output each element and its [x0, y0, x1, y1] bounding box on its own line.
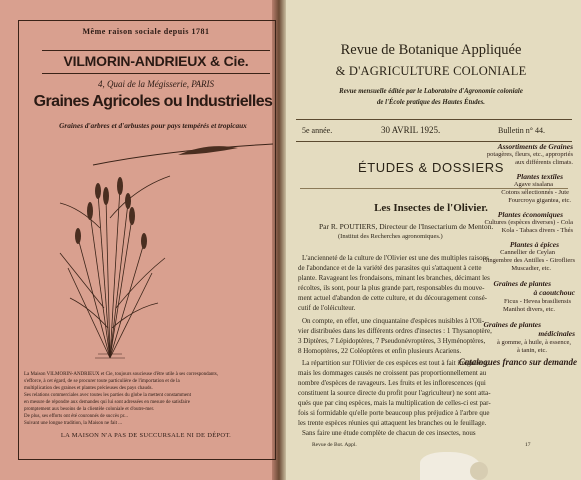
ad-subheadline: Graines d'arbres et d'arbustes pour pays tempérés et tropicaux — [59, 121, 247, 130]
header-rule-bottom — [296, 141, 572, 142]
issue-year: 5e année. — [302, 126, 333, 135]
para1-line1: vier distribuées dans les différents ordres d'insectes : 1 Thysanoptère, — [298, 327, 492, 335]
ad-footer: LA MAISON N'A PAS DE SUCCURSALE NI DE DÉPOT. — [60, 432, 232, 439]
journal-title-line2: & D'AGRICULTURE COLONIALE — [335, 64, 527, 78]
page-footer-number: 17 — [525, 442, 531, 448]
ad-small-print-2: multiplication des graines et plantes précieuses des pays chauds. — [24, 386, 153, 391]
issue-bulletin: Bulletin n° 44. — [498, 126, 545, 135]
para0-line0: L'ancienneté de la culture de l'Olivier est une des multiples raisons — [302, 254, 489, 262]
ad-small-print-7: Suivant une longue tradition, la Maison ne fait ... — [24, 421, 123, 426]
para2-line7: Sans faire une étude complète de chacun de ces insectes, nous — [302, 429, 476, 437]
ad-small-print-6: De plus, ses efforts ont été couronnés de succès pr... — [24, 414, 128, 419]
ad-sec2-line0: Cultures (espèces diverses) - Cola — [484, 219, 573, 226]
ad-sec1-title: Plantes textiles — [516, 172, 563, 181]
ad-sec4-line1: Ficus - Hevea brasiliensis — [504, 298, 571, 305]
para2-line1: mais les dommages causés ne croissent pas proportionnellement au — [298, 369, 487, 377]
ad-sec4-title: Graines de plantes — [493, 279, 551, 288]
article-institute: (Institut des Recherches agronomiques.) — [338, 233, 443, 240]
ad-sec5-line2: à tanin, etc. — [517, 347, 547, 354]
journal-subtitle-line1: Revue mensuelle éditée par le Laboratoire d'Agronomie coloniale — [339, 88, 523, 95]
article-title: Les Insectes de l'Olivier. — [374, 202, 488, 214]
para0-line1: de l'abondance et de la variété des parasites qui s'attaquent à cette — [298, 264, 482, 272]
para2-line6: les trente espèces réunies qui attaquent les branches ou le feuillage. — [298, 419, 487, 427]
para2-line3: constituent la source directe du profit pour l'agriculteur) ne sont atta- — [298, 389, 491, 397]
wheat-ear-drawing — [88, 140, 278, 170]
issue-date: 30 AVRIL 1925. — [381, 125, 441, 135]
ad-headline: Graines Agricoles ou Industrielles — [33, 93, 273, 110]
ad-catalogue-line: Catalogues franco sur demande — [458, 357, 577, 367]
ad-sec5-line1: à gomme, à huile, à essence, — [497, 339, 571, 346]
para0-line4: ment actuel d'abandon de cette culture, et du découragement consé- — [298, 294, 488, 302]
ad-sec0-line0: potagères, fleurs, etc., appropriés — [486, 151, 573, 158]
para1-line0: On compte, en effet, une cinquantaine d'espèces nuisibles à l'Oli- — [302, 317, 485, 325]
ad-sec2-title: Plantes économiques — [497, 210, 563, 219]
ad-sec1-line2: Fourcroya gigantea, etc. — [508, 197, 571, 204]
journal-title-line1: Revue de Botanique Appliquée — [340, 42, 522, 58]
ad-sec1-line0: Agave sisalana — [513, 181, 553, 188]
header-rule-top — [296, 119, 572, 120]
para2-line4: qués que par cinq espèces, mais la multiplication de celles-ci est par- — [298, 399, 491, 407]
ad-sec3-line1: Gingembre des Antilles - Girofliers — [482, 257, 575, 264]
ad-address: 4, Quai de la Mégisserie, PARIS — [97, 79, 215, 89]
ad-small-print-5: promptement aux besoins de la clientèle coloniale et d'outre-mer. — [24, 407, 155, 412]
ad-sec2-line1: Kola - Tabacs divers - Thés — [501, 227, 573, 234]
ad-sec0-title: Assortiments de Graines — [497, 142, 573, 151]
para1-line2: 3 Diptères, 7 Lépidoptères, 7 Pseudonévroptères, 3 Hyménoptères, — [298, 337, 486, 345]
page-footer-left: Revue de Bot. Appl. — [312, 442, 357, 448]
ad-sec3-line2: Muscadier, etc. — [511, 265, 551, 272]
ad-sec3-line0: Cannellier de Ceylan — [500, 249, 555, 256]
wheat-plant-illustration — [40, 158, 180, 368]
section-rule — [300, 188, 568, 189]
para0-line3: récoltes, ils sont, pour la plus grande part, responsables du mouve- — [298, 284, 485, 292]
ad-small-print-1: s'efforce, à cet égard, de se procurer toute particulière de l'importation et de la — [24, 379, 180, 384]
ad-top-line: Même raison sociale depuis 1781 — [82, 27, 210, 36]
para2-line2: nombre d'espèces de ravageurs. Les fruits et les inflorescences (qui — [298, 379, 486, 387]
ad-small-print-3: Ses relations commerciales avec toutes les parties du globe la mettent constamment — [24, 393, 192, 398]
ad-sec0-line1: aux différents climats. — [515, 159, 573, 166]
article-author: Par R. POUTIERS, Directeur de l'Insectarium de Menton. — [319, 222, 494, 231]
paper-stain — [470, 462, 488, 480]
ad-sec4-line2: Manihot divers, etc. — [503, 306, 555, 313]
ad-sec3-title: Plantes à épices — [509, 240, 559, 249]
para1-line3: 8 Homoptères, 22 Coléoptères et enfin plusieurs Acariens. — [298, 347, 462, 355]
ad-sec4-line0: à caoutchouc — [533, 288, 575, 297]
ad-sec1-line1: Cotons sélectionnés - Jute — [501, 189, 569, 196]
para2-line5: fois si formidable qu'elle porte beaucoup plus préjudice à l'arbre que — [298, 409, 490, 417]
para2-line0: La répartition sur l'Olivier de ces espèces est tout à fait irrégulière, — [302, 359, 489, 367]
ad-brand: VILMORIN-ANDRIEUX & Cie. — [63, 53, 249, 69]
ad-small-print-0: La Maison VILMORIN-ANDRIEUX et Cie, toujours soucieuse d'être utile à ses correspondants, — [24, 372, 218, 377]
para0-line5: cutif de l'oléiculteur. — [298, 304, 356, 312]
journal-subtitle-line2: de l'École pratique des Hautes Études. — [377, 99, 485, 106]
section-title: ÉTUDES & DOSSIERS — [357, 160, 504, 175]
ad-small-print-4: en mesure de répondre aux demandes qui lui sont adressées en mesure de satisfaire — [24, 400, 190, 405]
para0-line2: plante. Ravageant les frondaisons, minant les branches, décimant les — [298, 274, 490, 282]
ad-sec5-title: Graines de plantes — [483, 320, 541, 329]
ad-sec5-line0: médicinales — [538, 329, 575, 338]
